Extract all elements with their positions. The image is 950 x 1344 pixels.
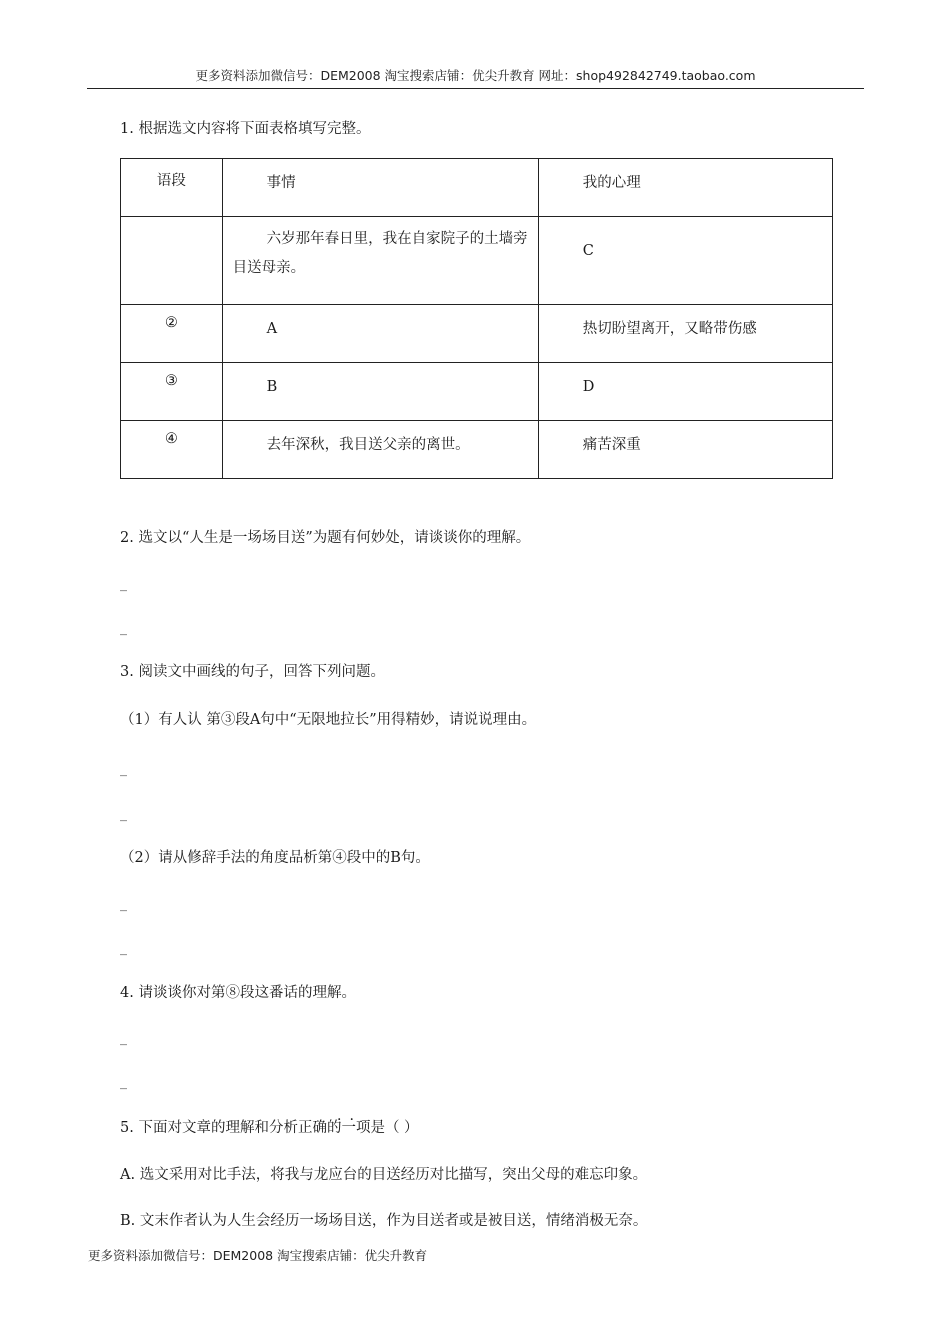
cell-event: A xyxy=(222,305,538,363)
header-cell-segment: 语段 xyxy=(121,159,223,217)
table-row xyxy=(121,421,833,479)
cell-segment: ② xyxy=(121,305,223,363)
answer-blank[interactable]: _ xyxy=(120,576,127,592)
cell-event: B xyxy=(222,363,538,421)
table-header-row xyxy=(121,159,833,217)
question-2: 2. 选文以“人生是一场场目送”为题有何妙处，请谈谈你的理解。 xyxy=(120,530,531,546)
answer-blank[interactable]: _ xyxy=(120,1074,127,1090)
cell-feeling: D xyxy=(538,363,832,421)
header-cell-event: 事情 xyxy=(222,159,538,217)
question-5: 5. 下面对文章的理解和分析正确的一项是（ ） xyxy=(120,1120,419,1136)
question-1: 1. 根据选文内容将下面表格填写完整。 xyxy=(120,121,371,137)
table-row xyxy=(121,305,833,363)
cell-feeling: 热切盼望离开，又略带伤感 xyxy=(538,305,832,363)
header-cell-feeling: 我的心理 xyxy=(538,159,832,217)
answer-blank[interactable]: _ xyxy=(120,806,127,822)
answer-blank[interactable]: _ xyxy=(120,761,127,777)
page-footer: 更多资料添加微信号：DEM2008 淘宝搜索店铺：优尖升教育 xyxy=(88,1248,428,1263)
emphasis-dots: .. xyxy=(337,1108,362,1124)
question-4: 4. 请谈谈你对第⑧段这番话的理解。 xyxy=(120,985,356,1001)
option-a[interactable]: A. 选文采用对比手法，将我与龙应台的目送经历对比描写，突出父母的难忘印象。 xyxy=(120,1167,648,1183)
question-3: 3. 阅读文中画线的句子，回答下列问题。 xyxy=(120,664,385,680)
cell-feeling: C xyxy=(538,217,832,305)
table-row xyxy=(121,363,833,421)
question-3-2: （2）请从修辞手法的角度品析第④段中的B句。 xyxy=(120,850,430,866)
answer-blank[interactable]: _ xyxy=(120,620,127,636)
question-3-1: （1）有人认 第③段A句中“无限地拉长”用得精妙，请说说理由。 xyxy=(120,712,537,728)
page-header: 更多资料添加微信号：DEM2008 淘宝搜索店铺：优尖升教育 网址：shop492842749.taobao.com xyxy=(87,66,864,89)
cell-feeling: 痛苦深重 xyxy=(538,421,832,479)
cell-segment: ③ xyxy=(121,363,223,421)
answer-table xyxy=(120,158,833,479)
table-row xyxy=(121,217,833,305)
cell-event: 去年深秋，我目送父亲的离世。 xyxy=(222,421,538,479)
cell-segment xyxy=(121,217,223,305)
answer-blank[interactable]: _ xyxy=(120,940,127,956)
cell-event: 六岁那年春日里，我在自家院子的土墙旁目送母亲。 xyxy=(222,217,538,305)
cell-segment: ④ xyxy=(121,421,223,479)
answer-blank[interactable]: _ xyxy=(120,896,127,912)
answer-blank[interactable]: _ xyxy=(120,1030,127,1046)
option-b[interactable]: B. 文末作者认为人生会经历一场场目送，作为目送者或是被目送，情绪消极无奈。 xyxy=(120,1213,648,1229)
